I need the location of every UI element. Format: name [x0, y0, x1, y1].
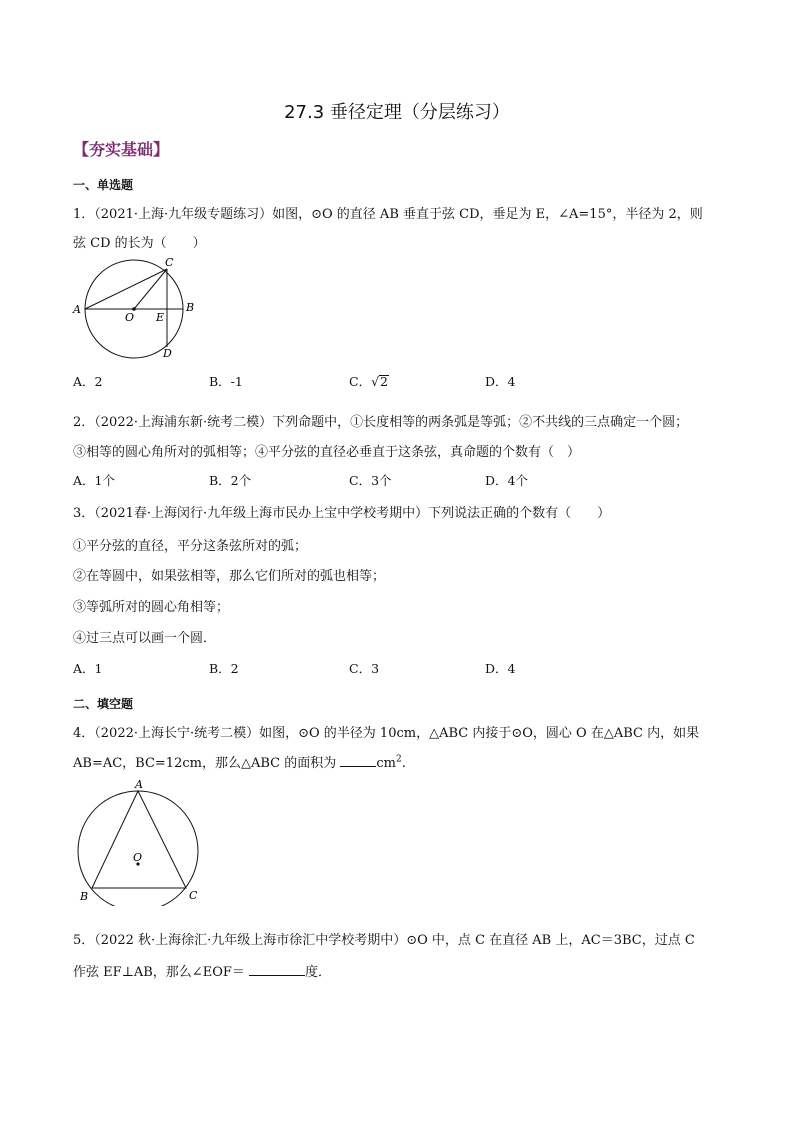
figure2-label-c: C	[189, 889, 198, 902]
question-4-period: .	[401, 756, 406, 771]
figure1-label-o: O	[125, 311, 135, 324]
question-1-line-1: 1．（2021·上海·九年级专题练习）如图，⊙O 的直径 AB 垂直于弦 CD，垂足为 E，∠A=15°，半径为 2，则	[73, 207, 703, 222]
question-2-option-c[interactable]: C．3个	[349, 473, 392, 488]
question-3-statement-2: ②在等圆中，如果弦相等，那么它们所对的弧也相等；	[73, 569, 386, 584]
question-1-option-c-prefix: C．	[349, 374, 372, 389]
page-title: 27.3 垂径定理（分层练习）	[284, 102, 510, 123]
question-3-option-b[interactable]: B．2	[209, 661, 239, 676]
sqrt-sign: √	[371, 374, 380, 389]
figure1-label-d: D	[163, 347, 172, 360]
question-2-option-a[interactable]: A．1个	[73, 473, 115, 488]
question-4-figure	[74, 776, 209, 906]
question-5-unit: 度．	[305, 965, 332, 980]
figure2-label-o: O	[133, 851, 143, 864]
question-5-line-1: 5．（2022 秋·上海徐汇·九年级上海市徐汇中学校考期中）⊙O 中，点 C 在直径 AB 上，AC＝3BC，过点 C	[73, 933, 695, 948]
question-1-option-c[interactable]	[349, 372, 389, 390]
question-1-option-c-radicand: 2	[380, 374, 388, 389]
question-3-option-d[interactable]: D．4	[485, 661, 516, 676]
question-4-line-2	[73, 752, 406, 771]
question-5-line-2	[73, 961, 331, 980]
figure1-label-a: A	[73, 303, 81, 316]
question-3-option-a[interactable]: A．1	[73, 661, 103, 676]
question-4-unit: cm	[376, 756, 396, 771]
question-1-option-d[interactable]: D．4	[485, 374, 516, 389]
question-4-line-2-text: AB=AC，BC=12cm，那么△ABC 的面积为	[73, 756, 337, 771]
question-3-option-c[interactable]: C．3	[349, 661, 380, 676]
figure2-label-a: A	[135, 778, 143, 791]
question-4-unit-exponent: 2	[395, 754, 402, 765]
question-1-line-2: 弦 CD 的长为（ ）	[73, 236, 206, 251]
section-heading: 【夯实基础】	[73, 140, 170, 159]
question-5-answer-blank[interactable]	[249, 963, 305, 976]
figure2-label-b: B	[80, 890, 89, 903]
question-3-statement-3: ③等弧所对的圆心角相等；	[73, 600, 230, 615]
question-2-option-d[interactable]: D．4个	[485, 473, 528, 488]
figure1-label-c: C	[165, 256, 174, 269]
question-1-figure	[68, 252, 198, 362]
question-3-line-1: 3．（2021春·上海闵行·九年级上海市民办上宝中学校考期中）下列说法正确的个数有（ ）	[73, 506, 611, 521]
question-1-option-b[interactable]: B．-1	[209, 374, 243, 389]
question-3-statement-1: ①平分弦的直径，平分这条弦所对的弧；	[73, 539, 308, 554]
question-2-line-1: 2．（2022·上海浦东新·统考二模）下列命题中，①长度相等的两条弧是等弧；②不共线的三点确定一个圆；	[73, 415, 689, 430]
question-2-option-b[interactable]: B．2个	[209, 473, 252, 488]
question-4-line-1: 4．（2022·上海长宁·统考二模）如图，⊙O 的半径为 10cm，△ABC 内接于⊙O，圆心 O 在△ABC 内，如果	[73, 726, 700, 741]
question-5-line-2-text: 作弦 EF⊥AB，那么∠EOF＝	[73, 965, 245, 980]
part-heading-single-choice: 一、单选题	[73, 178, 134, 192]
question-3-statement-4: ④过三点可以画一个圆．	[73, 631, 217, 646]
figure1-label-e: E	[156, 311, 165, 324]
figure1-label-b: B	[186, 301, 195, 314]
part-heading-fill-blank: 二、填空题	[73, 697, 134, 711]
question-4-answer-blank[interactable]	[340, 754, 376, 767]
question-2-line-2: ③相等的圆心角所对的弧相等；④平分弦的直径必垂直于这条弦，真命题的个数有（ ）	[73, 445, 581, 460]
question-1-option-a[interactable]: A．2	[73, 374, 103, 389]
